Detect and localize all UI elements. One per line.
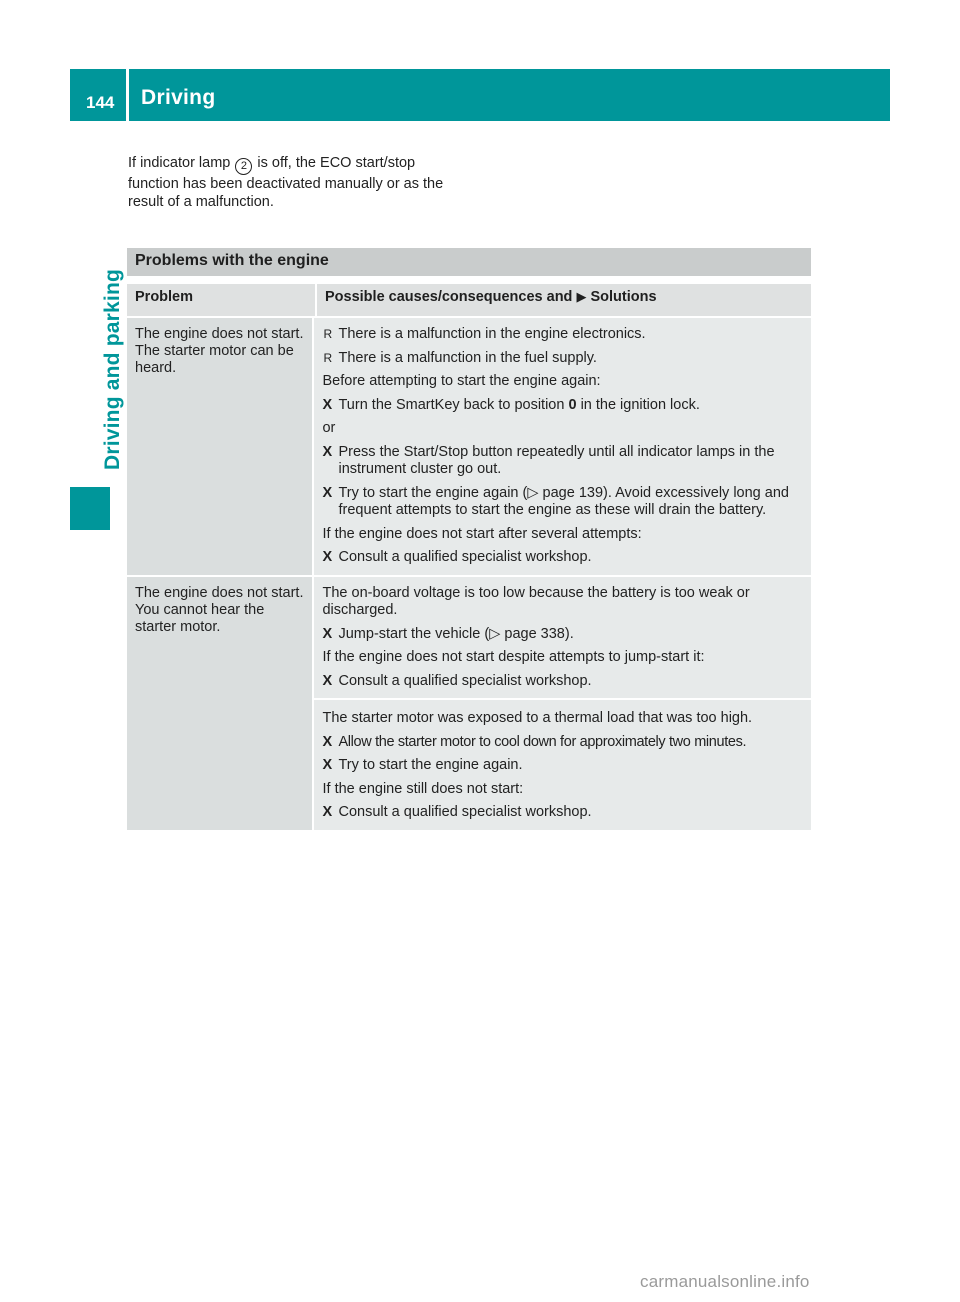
table-header-row <box>127 284 811 316</box>
section-title: Driving <box>141 86 216 109</box>
watermark-text: carmanualsonline.info <box>640 1272 810 1291</box>
step-marker-icon: X <box>322 443 333 460</box>
step-marker-icon: X <box>322 672 333 689</box>
step-item <box>322 549 805 567</box>
step-item <box>322 485 805 520</box>
intro-text-after: is off, the ECO start/stop function has been deactivated manually or as the result of a malfunction. <box>128 155 444 210</box>
intro-text-before: If indicator lamp <box>128 155 231 171</box>
step-marker-icon: X <box>322 549 333 565</box>
step-text: Jump-start the vehicle ( <box>338 625 490 642</box>
step-marker-icon: X <box>322 396 333 413</box>
cause-text: There is a malfunction in the engine electronics. <box>338 326 646 342</box>
step-item <box>322 804 805 822</box>
solution-cell <box>314 318 811 575</box>
problem-cell: The engine does not start. The starter motor can be heard. <box>127 318 312 575</box>
step-item <box>322 444 805 479</box>
step-text: Try to start the engine again. <box>338 757 523 773</box>
table-title: Problems with the engine <box>127 248 811 276</box>
instruction-text: Before attempting to start the engine again: <box>322 373 601 389</box>
step-marker-icon: X <box>322 733 332 750</box>
intro-paragraph <box>128 154 458 211</box>
side-tab-label: Driving and parking <box>101 269 124 470</box>
step-text: Press the Start/Stop button repeatedly until all indicator lamps in the instrument cluster go out. <box>338 443 775 477</box>
step-item <box>322 673 805 691</box>
step-marker-icon: X <box>322 804 333 820</box>
cause-text: There is a malfunction in the fuel supply. <box>338 349 597 366</box>
step-text: Turn the SmartKey back to position <box>338 396 565 413</box>
problem-cell: The engine does not start. You cannot hear the starter motor. <box>127 577 312 830</box>
step-marker-icon: X <box>322 484 333 501</box>
step-item <box>322 734 805 752</box>
callout-2-icon: 2 <box>235 158 252 175</box>
cause-bullet <box>322 326 805 344</box>
step-text: Consult a qualified specialist workshop. <box>338 672 592 689</box>
step-text: in the ignition lock. <box>580 396 700 413</box>
step-marker-icon: X <box>322 625 333 642</box>
header-divider <box>126 69 129 121</box>
page-reference[interactable]: page 139 <box>542 484 604 501</box>
solution-cell <box>314 577 811 830</box>
page-number: 144 <box>86 93 115 112</box>
bullet-icon: R <box>323 327 333 341</box>
instruction-text: If the engine does not start despite attempts to jump-start it: <box>322 649 705 665</box>
column-header-causes <box>315 284 811 316</box>
step-marker-icon: X <box>322 757 333 773</box>
page-ref-icon: ▷ <box>489 625 501 642</box>
step-item <box>322 626 805 644</box>
bullet-icon: R <box>323 350 333 365</box>
page-ref-icon: ▷ <box>527 484 539 501</box>
arrow-right-icon: ▶ <box>576 289 587 304</box>
step-text: Consult a qualified specialist workshop. <box>338 549 592 565</box>
cause-text: The starter motor was exposed to a thermal load that was too high. <box>322 710 753 726</box>
column-header-solutions-text: Solutions <box>590 289 657 305</box>
table-row <box>127 318 811 575</box>
column-header-causes-text: Possible causes/consequences and <box>325 289 573 305</box>
solution-block <box>314 700 811 830</box>
step-text: Try to start the engine again ( <box>338 484 528 501</box>
step-text: Allow the starter motor to cool down for approximately two minutes. <box>338 733 747 750</box>
cause-bullet <box>322 350 805 368</box>
step-item <box>322 397 805 415</box>
side-tab-marker <box>70 487 110 530</box>
step-text: ). <box>564 625 574 642</box>
step-item <box>322 757 805 775</box>
problems-table <box>127 248 811 830</box>
solution-block <box>314 318 811 575</box>
step-text: ). Avoid excessively long and frequent attempts to start the engine as these will drain the battery. <box>338 484 789 518</box>
or-text: or <box>322 420 336 436</box>
instruction-text: If the engine still does not start: <box>322 780 524 797</box>
table-row <box>127 577 811 830</box>
step-text: Consult a qualified specialist workshop. <box>338 804 592 820</box>
solution-block <box>314 577 811 699</box>
column-header-problem: Problem <box>135 289 194 305</box>
page-reference[interactable]: page 338 <box>504 625 565 642</box>
instruction-text: If the engine does not start after several attempts: <box>322 525 642 542</box>
cause-text: The on-board voltage is too low because the battery is too weak or discharged. <box>322 584 750 618</box>
position-value: 0 <box>568 396 577 413</box>
